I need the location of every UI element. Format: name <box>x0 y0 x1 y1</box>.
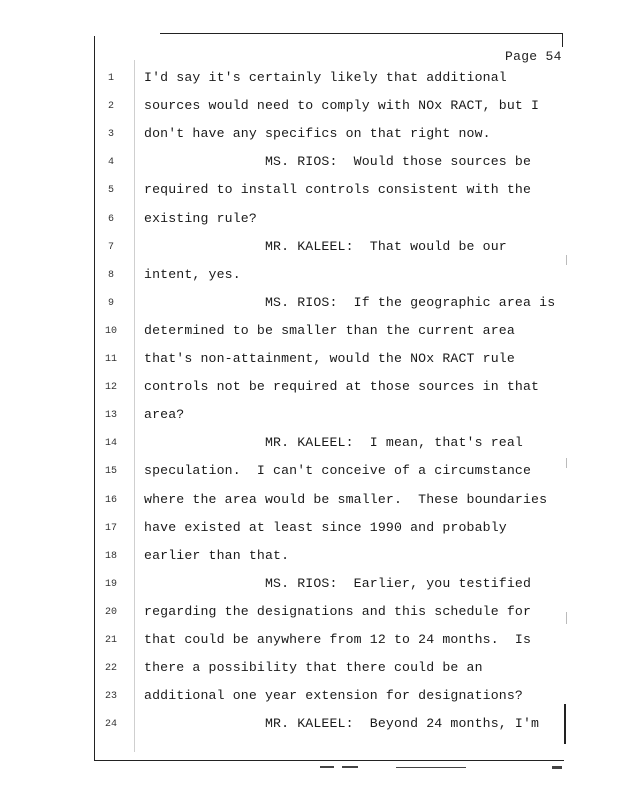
page-number: Page 54 <box>505 49 562 64</box>
transcript-line <box>0 688 619 708</box>
transcript-line <box>0 548 619 568</box>
line-text: intent, yes. <box>144 266 241 282</box>
line-text: controls not be required at those sources in that <box>144 379 540 395</box>
line-text: earlier than that. <box>144 547 290 563</box>
line-number: 6 <box>107 213 114 225</box>
line-number: 1 <box>107 73 114 84</box>
transcript-line <box>0 407 619 427</box>
line-number: 13 <box>104 410 117 422</box>
transcript-line <box>0 435 619 455</box>
line-number: 10 <box>104 325 117 337</box>
transcript-line <box>0 463 619 483</box>
line-number: 18 <box>104 550 117 562</box>
line-text: that's non-attainment, would the NOx RACT rule <box>144 351 515 366</box>
line-number: 22 <box>104 663 117 675</box>
line-number: 8 <box>107 269 114 281</box>
transcript-line <box>0 295 619 315</box>
transcript-line <box>0 70 619 90</box>
line-text: don't have any specifics on that right now. <box>144 126 491 142</box>
line-number: 15 <box>104 466 117 478</box>
line-text: there a possibility that there could be an <box>144 660 483 676</box>
line-text: MR. KALEEL: Beyond 24 months, I'm <box>144 716 540 732</box>
transcript-line <box>0 716 619 736</box>
line-number: 21 <box>104 635 117 646</box>
transcript-line <box>0 632 619 652</box>
line-number: 5 <box>107 185 114 197</box>
line-text: speculation. I can't conceive of a circumstance <box>144 463 532 479</box>
line-number: 9 <box>107 297 114 309</box>
transcript-line <box>0 492 619 512</box>
line-number: 7 <box>107 241 114 253</box>
line-text: MS. RIOS: Would those sources be <box>144 154 532 170</box>
transcript-line <box>0 520 619 540</box>
line-text: MS. RIOS: If the geographic area is <box>144 294 556 310</box>
line-number: 19 <box>104 578 117 590</box>
line-number: 4 <box>107 157 114 169</box>
transcript-line <box>0 267 619 287</box>
line-number: 16 <box>104 494 117 506</box>
page-top-right-tick <box>562 33 563 47</box>
line-number: 2 <box>107 101 114 113</box>
transcript-line <box>0 379 619 399</box>
bottom-scan-marks <box>320 766 560 769</box>
page-bottom-border <box>94 760 564 761</box>
line-number: 11 <box>104 354 117 365</box>
line-number: 14 <box>104 438 117 450</box>
line-text: area? <box>144 407 185 423</box>
line-number: 12 <box>104 382 117 394</box>
transcript-line <box>0 182 619 202</box>
line-text: I'd say it's certainly likely that additional <box>144 70 507 85</box>
transcript-line <box>0 660 619 680</box>
transcript-line <box>0 211 619 231</box>
transcript-line <box>0 239 619 259</box>
line-text: where the area would be smaller. These boundaries <box>144 491 548 507</box>
transcript-line <box>0 126 619 146</box>
transcript-line <box>0 576 619 596</box>
line-text: MS. RIOS: Earlier, you testified <box>144 575 532 591</box>
line-number: 23 <box>104 691 117 703</box>
line-text: existing rule? <box>144 210 257 226</box>
line-text: regarding the designations and this schedule for <box>144 603 532 619</box>
transcript-line <box>0 323 619 343</box>
line-text: determined to be smaller than the current area <box>144 322 515 338</box>
transcript-line <box>0 98 619 118</box>
line-number: 17 <box>104 522 117 534</box>
transcript-line <box>0 154 619 174</box>
line-number: 24 <box>104 719 117 731</box>
line-text: sources would need to comply with NOx RACT, but I <box>144 98 540 114</box>
line-text: MR. KALEEL: That would be our <box>144 238 507 254</box>
line-text: have existed at least since 1990 and probably <box>144 519 507 535</box>
transcript-line <box>0 351 619 371</box>
transcript-line <box>0 604 619 624</box>
line-text: required to install controls consistent with the <box>144 182 532 198</box>
line-number: 20 <box>104 606 117 618</box>
line-text: that could be anywhere from 12 to 24 months. Is <box>144 632 532 647</box>
line-number: 3 <box>107 129 114 141</box>
page-top-border <box>160 33 562 34</box>
line-text: additional one year extension for designations? <box>144 688 523 704</box>
line-text: MR. KALEEL: I mean, that's real <box>144 435 523 451</box>
